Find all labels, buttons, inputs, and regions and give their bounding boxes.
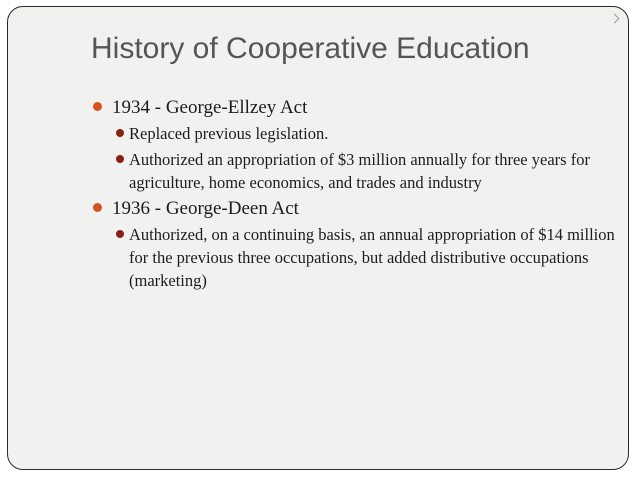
chevron-right-icon bbox=[610, 14, 620, 24]
sub-bullet-text: Authorized an appropriation of $3 million annually for three years for agriculture, home economics, and trades and industry bbox=[129, 150, 590, 192]
bullet-dot-icon bbox=[93, 102, 102, 111]
sub-bullet-text: Authorized, on a continuing basis, an annual appropriation of $14 million for the previous three occupations, but added distributive occupations (marketing) bbox=[129, 225, 615, 290]
sub-bullet-dot-icon bbox=[116, 230, 124, 238]
sub-bullet-item bbox=[115, 122, 620, 145]
sub-bullet-item bbox=[115, 148, 620, 194]
sub-bullet-dot-icon bbox=[116, 129, 124, 137]
bullet-list bbox=[90, 96, 620, 295]
bullet-item bbox=[90, 96, 620, 120]
bullet-text: 1934 - George-Ellzey Act bbox=[112, 97, 308, 118]
sub-bullet-list bbox=[90, 223, 620, 292]
bullet-text: 1936 - George-Deen Act bbox=[112, 198, 299, 219]
sub-bullet-text: Replaced previous legislation. bbox=[129, 124, 329, 143]
sub-bullet-list bbox=[90, 122, 620, 194]
bullet-item bbox=[90, 197, 620, 221]
bullet-dot-icon bbox=[93, 203, 102, 212]
slide-title: History of Cooperative Education bbox=[91, 32, 530, 65]
sub-bullet-item bbox=[115, 223, 620, 292]
sub-bullet-dot-icon bbox=[116, 155, 124, 163]
